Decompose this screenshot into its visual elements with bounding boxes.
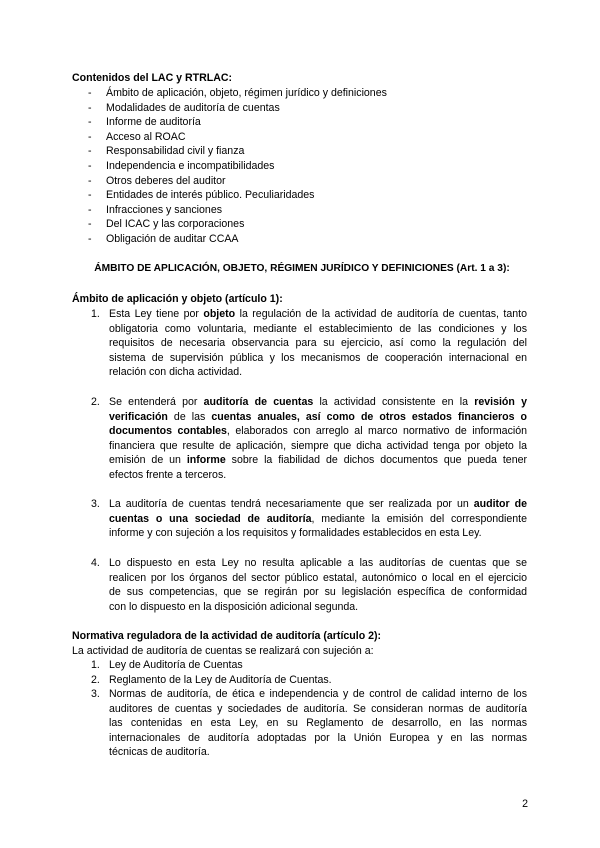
list-item: - Ámbito de aplicación, objeto, régimen jurídico y definiciones [88,87,387,99]
list-item: - Infracciones y sanciones [88,203,223,216]
list-item: - Entidades de interés público. Peculiaridades [88,189,315,202]
art1-p4-number: 4. [91,557,100,569]
art2-i1-number: 1. [91,659,100,671]
page-number: 2 [522,798,528,810]
art2-i3-number: 3. [91,688,100,700]
art1-p1-number: 1. [91,308,100,320]
art1-p4: Lo dispuesto en esta Ley no resulta aplicable a las auditorías de cuentas que se realicen por los órganos del sector público estatal, autonómico o local en el ejercicio de sus competencias, que se regirán por su legislación específica de conformidad con lo dispuesto en la disposición adicional segunda. [109,557,527,613]
art2-i3: Normas de auditoría, de ética e independencia y de control de calidad interno de los auditores de cuentas y sociedades de auditoría. Se consideran normas de auditoría las contenidas en esta Ley, en su Reglamento de desarrollo, en las normas internacionales de auditoría adoptadas por la Unión Europea y en las normas técnicas de auditoría. [109,688,527,759]
contents-heading: Contenidos del LAC y RTRLAC: [72,72,233,84]
list-item: - Obligación de auditar CCAA [88,232,239,245]
section-title: ÁMBITO DE APLICACIÓN, OBJETO, RÉGIMEN JURÍDICO Y DEFINICIONES (Art. 1 a 3): [94,263,510,274]
art2-heading: Normativa reguladora de la actividad de auditoría (artículo 2): [72,630,382,642]
list-item: - Responsabilidad civil y fianza [88,145,245,158]
art1-p2: Se entenderá por auditoría de cuentas la actividad consistente en la revisión y verificación de las cuentas anuales, así como de otros estados financieros o documentos contables, elaborados con arreglo al marco normativo de información financiera que resulte de aplicación, siempre que dicha actividad tenga por objeto la emisión de un informe sobre la fiabilidad de dichos documentos que pueda tener efectos frente a terceros. [109,396,528,481]
list-item: - Informe de auditoría [88,116,201,129]
art1-p1: Esta Ley tiene por objeto la regulación de la actividad de auditoría de cuentas, tanto obligatoria como voluntaria, mediante el establecimiento de las condiciones y los requisitos de necesaria observancia para su ejercicio, así como la regulación del sistema de supervisión pública y los mecanismos de cooperación internacional en relación con dicha actividad. [109,308,527,379]
art2-i2-number: 2. [91,674,100,686]
art1-p3: La auditoría de cuentas tendrá necesariamente que ser realizada por un auditor de cuentas o una sociedad de auditoría, mediante la emisión del correspondiente informe y con sujeción a los requisitos y formalidades establecidos en esta Ley. [109,498,527,540]
list-item: - Acceso al ROAC [88,130,186,143]
list-item: - Del ICAC y las corporaciones [88,218,245,231]
art2-i2: Reglamento de la Ley de Auditoría de Cuentas. [109,674,332,686]
art1-p2-number: 2. [91,396,100,408]
art2-i1: Ley de Auditoría de Cuentas [109,659,243,671]
art2-intro: La actividad de auditoría de cuentas se realizará con sujeción a: [72,645,374,657]
list-item: - Modalidades de auditoría de cuentas [88,101,280,114]
art1-p3-number: 3. [91,498,100,510]
list-item: - Independencia e incompatibilidades [88,159,275,172]
list-item: - Otros deberes del auditor [88,174,226,187]
contents-list [72,86,532,247]
art1-heading: Ámbito de aplicación y objeto (artículo 1): [72,293,283,305]
